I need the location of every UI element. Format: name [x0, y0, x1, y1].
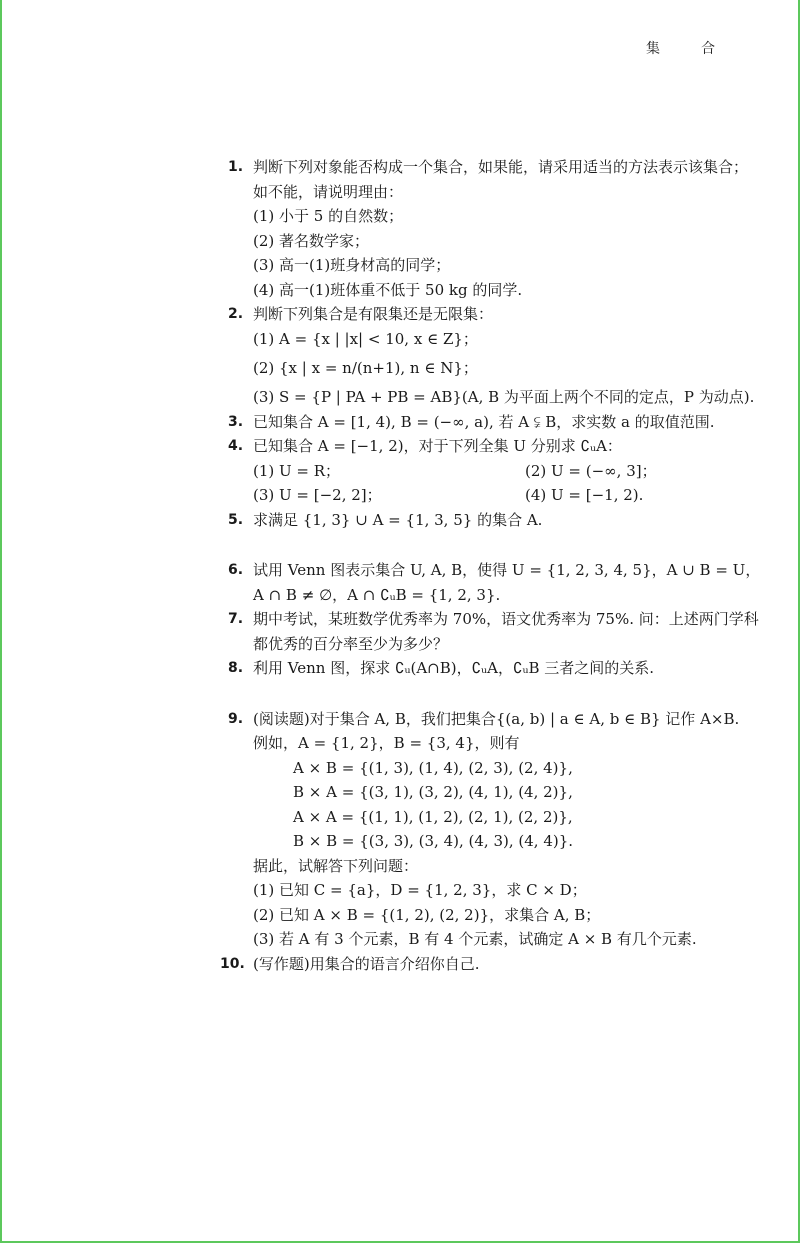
problem-stem: 期中考试，某班数学优秀率为 70%，语文优秀率为 75%. 问：上述两门学科 [253, 610, 759, 628]
section-gap [228, 681, 788, 707]
problem-6-line-2 [228, 583, 788, 608]
page-border-left [0, 0, 2, 1243]
problem-stem: 已知集合 A = [−1, 2)，对于下列全集 U 分别求 ∁ᵤA： [253, 437, 622, 455]
problem-stem-continued: 如不能，请说明理由： [253, 182, 404, 201]
exercise-list [220, 155, 788, 976]
problem-4-item-1: (1) U = R； [253, 461, 341, 480]
problem-10-line-1 [220, 952, 788, 977]
problem-4-items-row-2 [228, 483, 788, 508]
header-char-left: 集 [646, 41, 661, 57]
problem-5-line-1 [228, 508, 788, 533]
problem-number: 4. [228, 438, 244, 454]
problem-number: 7. [228, 611, 244, 627]
problem-1-item-2: (2) 著名数学家； [253, 231, 370, 250]
problem-9-item-3: (3) 若 A 有 3 个元素，B 有 4 个元素，试确定 A × B 有几个元素. [253, 930, 697, 948]
problem-number: 5. [228, 511, 244, 528]
problem-stem-continued: 都优秀的百分率至少为多少？ [253, 634, 449, 653]
problem-4-item-4: (4) U = [−1, 2). [525, 486, 644, 504]
problem-number: 1. [228, 159, 244, 175]
problem-stem: (阅读题)对于集合 A, B，我们把集合{(a, b) | a ∈ A, b ∈ B} 记作 A×B. [253, 709, 740, 728]
problem-9-line-2 [228, 731, 788, 756]
problem-stem: 求满足 {1, 3} ∪ A = {1, 3, 5} 的集合 A. [253, 510, 543, 529]
problem-4-item-2: (2) U = (−∞, 3]； [525, 461, 657, 480]
problem-stem: 利用 Venn 图，探求 ∁ᵤ(A∩B)，∁ᵤA，∁ᵤB 三者之间的关系. [253, 659, 655, 677]
problem-4-item-3: (3) U = [−2, 2]； [253, 486, 382, 504]
problem-stem: 已知集合 A = [1, 4), B = (−∞, a), 若 A ⫋ B，求实数 a 的取值范围. [253, 412, 715, 431]
problem-1-item-1: (1) 小于 5 的自然数； [253, 207, 404, 225]
problem-stem: (写作题)用集合的语言介绍你自己. [253, 954, 480, 973]
problem-stem: 判断下列对象能否构成一个集合，如果能，请采用适当的方法表示该集合； [253, 158, 749, 176]
problem-9-line-1 [228, 707, 788, 732]
section-gap [228, 532, 788, 558]
problem-6-line-1 [228, 558, 788, 583]
problem-2-item-3: (3) S = {P | PA + PB = AB}(A, B 为平面上两个不同的定点，P 为动点). [253, 388, 755, 406]
problem-1-line-1 [228, 155, 788, 180]
problem-1-item-4: (4) 高一(1)班体重不低于 50 kg 的同学. [253, 280, 523, 299]
problem-9-example-4: B × B = {(3, 3), (3, 4), (4, 3), (4, 4)}. [293, 832, 574, 850]
problem-2-item-1: (1) A = {x | |x| < 10, x ∈ Z}； [253, 329, 478, 348]
problem-2-item-2: (2) {x | x = n/(n+1), n ∈ N}； [253, 359, 478, 377]
problem-7-line-2 [228, 632, 788, 657]
problem-7-line-1 [228, 607, 788, 632]
problem-1-item-3: (3) 高一(1)班身材高的同学； [253, 256, 451, 274]
problem-9-line-3 [228, 854, 788, 879]
problem-2-line-1 [228, 302, 788, 327]
problem-4-line-1 [228, 434, 788, 459]
problem-number: 8. [228, 660, 244, 676]
problem-number: 3. [228, 413, 244, 430]
problem-9-example-2: B × A = {(3, 1), (3, 2), (4, 1), (4, 2)}, [293, 783, 573, 801]
problem-stem: 试用 Venn 图表示集合 U, A, B，使得 U = {1, 2, 3, 4, 5}，A ∪ B = U， [253, 561, 761, 579]
problem-9-example-3: A × A = {(1, 1), (1, 2), (2, 1), (2, 2)}, [293, 807, 573, 826]
problem-number: 9. [228, 710, 244, 727]
problem-9-item-2: (2) 已知 A × B = {(1, 2), (2, 2)}，求集合 A, B； [253, 905, 601, 924]
problem-stem-continued: 据此，试解答下列问题： [253, 856, 419, 875]
problem-1-line-2 [228, 180, 788, 205]
problem-stem: 判断下列集合是有限集还是无限集： [253, 305, 494, 323]
problem-number: 10. [220, 955, 245, 972]
problem-3-line-1 [228, 410, 788, 435]
problem-9-example-1: A × B = {(1, 3), (1, 4), (2, 3), (2, 4)}, [293, 758, 573, 777]
header-char-right: 合 [701, 41, 716, 57]
problem-number: 6. [228, 562, 244, 578]
problem-4-items-row-1 [228, 459, 788, 484]
problem-stem-continued: A ∩ B ≠ ∅，A ∩ ∁ᵤB = {1, 2, 3}. [253, 585, 501, 604]
problem-9-item-1: (1) 已知 C = {a}，D = {1, 2, 3}，求 C × D； [253, 881, 587, 899]
problem-number: 2. [228, 306, 244, 322]
running-header [646, 38, 756, 58]
problem-stem-continued: 例如，A = {1, 2}，B = {3, 4}，则有 [253, 734, 520, 752]
problem-8-line-1 [228, 656, 788, 681]
